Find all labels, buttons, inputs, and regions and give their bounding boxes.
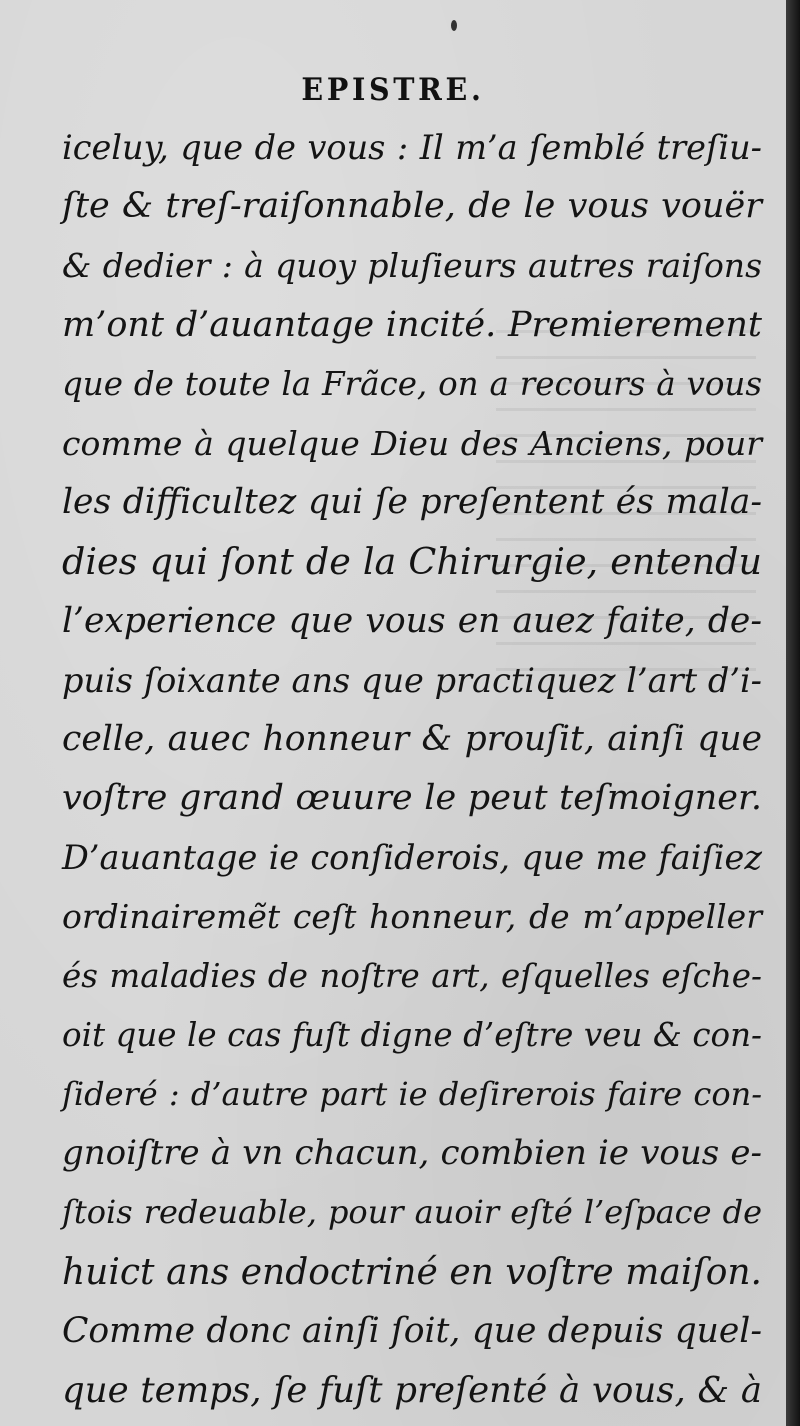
text-line: que de toute la Frãce, on a recours à vous [62, 364, 762, 403]
text-line: que temps, ſe fuſt preſenté à vous, & à [62, 1369, 762, 1411]
running-head: EPISTRE. [301, 72, 485, 108]
text-line: ſideré : d’autre part ie deſirerois faire con- [62, 1075, 762, 1113]
text-line: puis ſoixante ans que practiquez l’art d’i- [62, 660, 762, 700]
text-line: és maladies de noſtre art, eſquelles eſche- [62, 956, 762, 995]
text-line: voſtre grand œuure le peut teſmoigner. [62, 778, 762, 819]
text-line: ſte & treſ-raiſonnable, de le vous vouër [62, 186, 762, 227]
page-edge-shadow [786, 0, 800, 1426]
text-line: dies qui ſont de la Chirurgie, entendu [62, 540, 762, 584]
body-text [62, 118, 762, 1420]
text-line: oit que le cas fuſt digne d’eſtre veu & con- [62, 1015, 762, 1054]
text-line: comme à quelque Dieu des Anciens, pour [62, 423, 762, 463]
text-line: Comme donc ainſi ſoit, que depuis quel- [62, 1310, 762, 1351]
text-line: ſtois redeuable, pour auoir eſté l’eſpace de [62, 1193, 762, 1232]
text-line: m’ont d’auantage incité. Premierement [62, 304, 762, 345]
text-line: les difficultez qui ſe preſentent és mala- [62, 482, 762, 523]
text-line: gnoiſtre à vn chacun, combien ie vous e- [62, 1133, 762, 1174]
text-line: l’experience que vous en auez faite, de- [62, 600, 762, 641]
text-line: D’auantage ie conſiderois, que me faiſiez [62, 838, 762, 878]
text-line: ordinairemẽt ceſt honneur, de m’appeller [62, 897, 762, 937]
text-line: iceluy, que de vous : Il m’a ſemblé treſiu- [62, 128, 762, 167]
text-line: huict ans endoctriné en voſtre maiſon. [62, 1251, 762, 1293]
text-line: & dedier : à quoy pluſieurs autres raiſons [62, 246, 762, 286]
text-line: celle, auec honneur & prouſit, ainſi que [62, 718, 762, 759]
ink-speck [451, 20, 457, 31]
